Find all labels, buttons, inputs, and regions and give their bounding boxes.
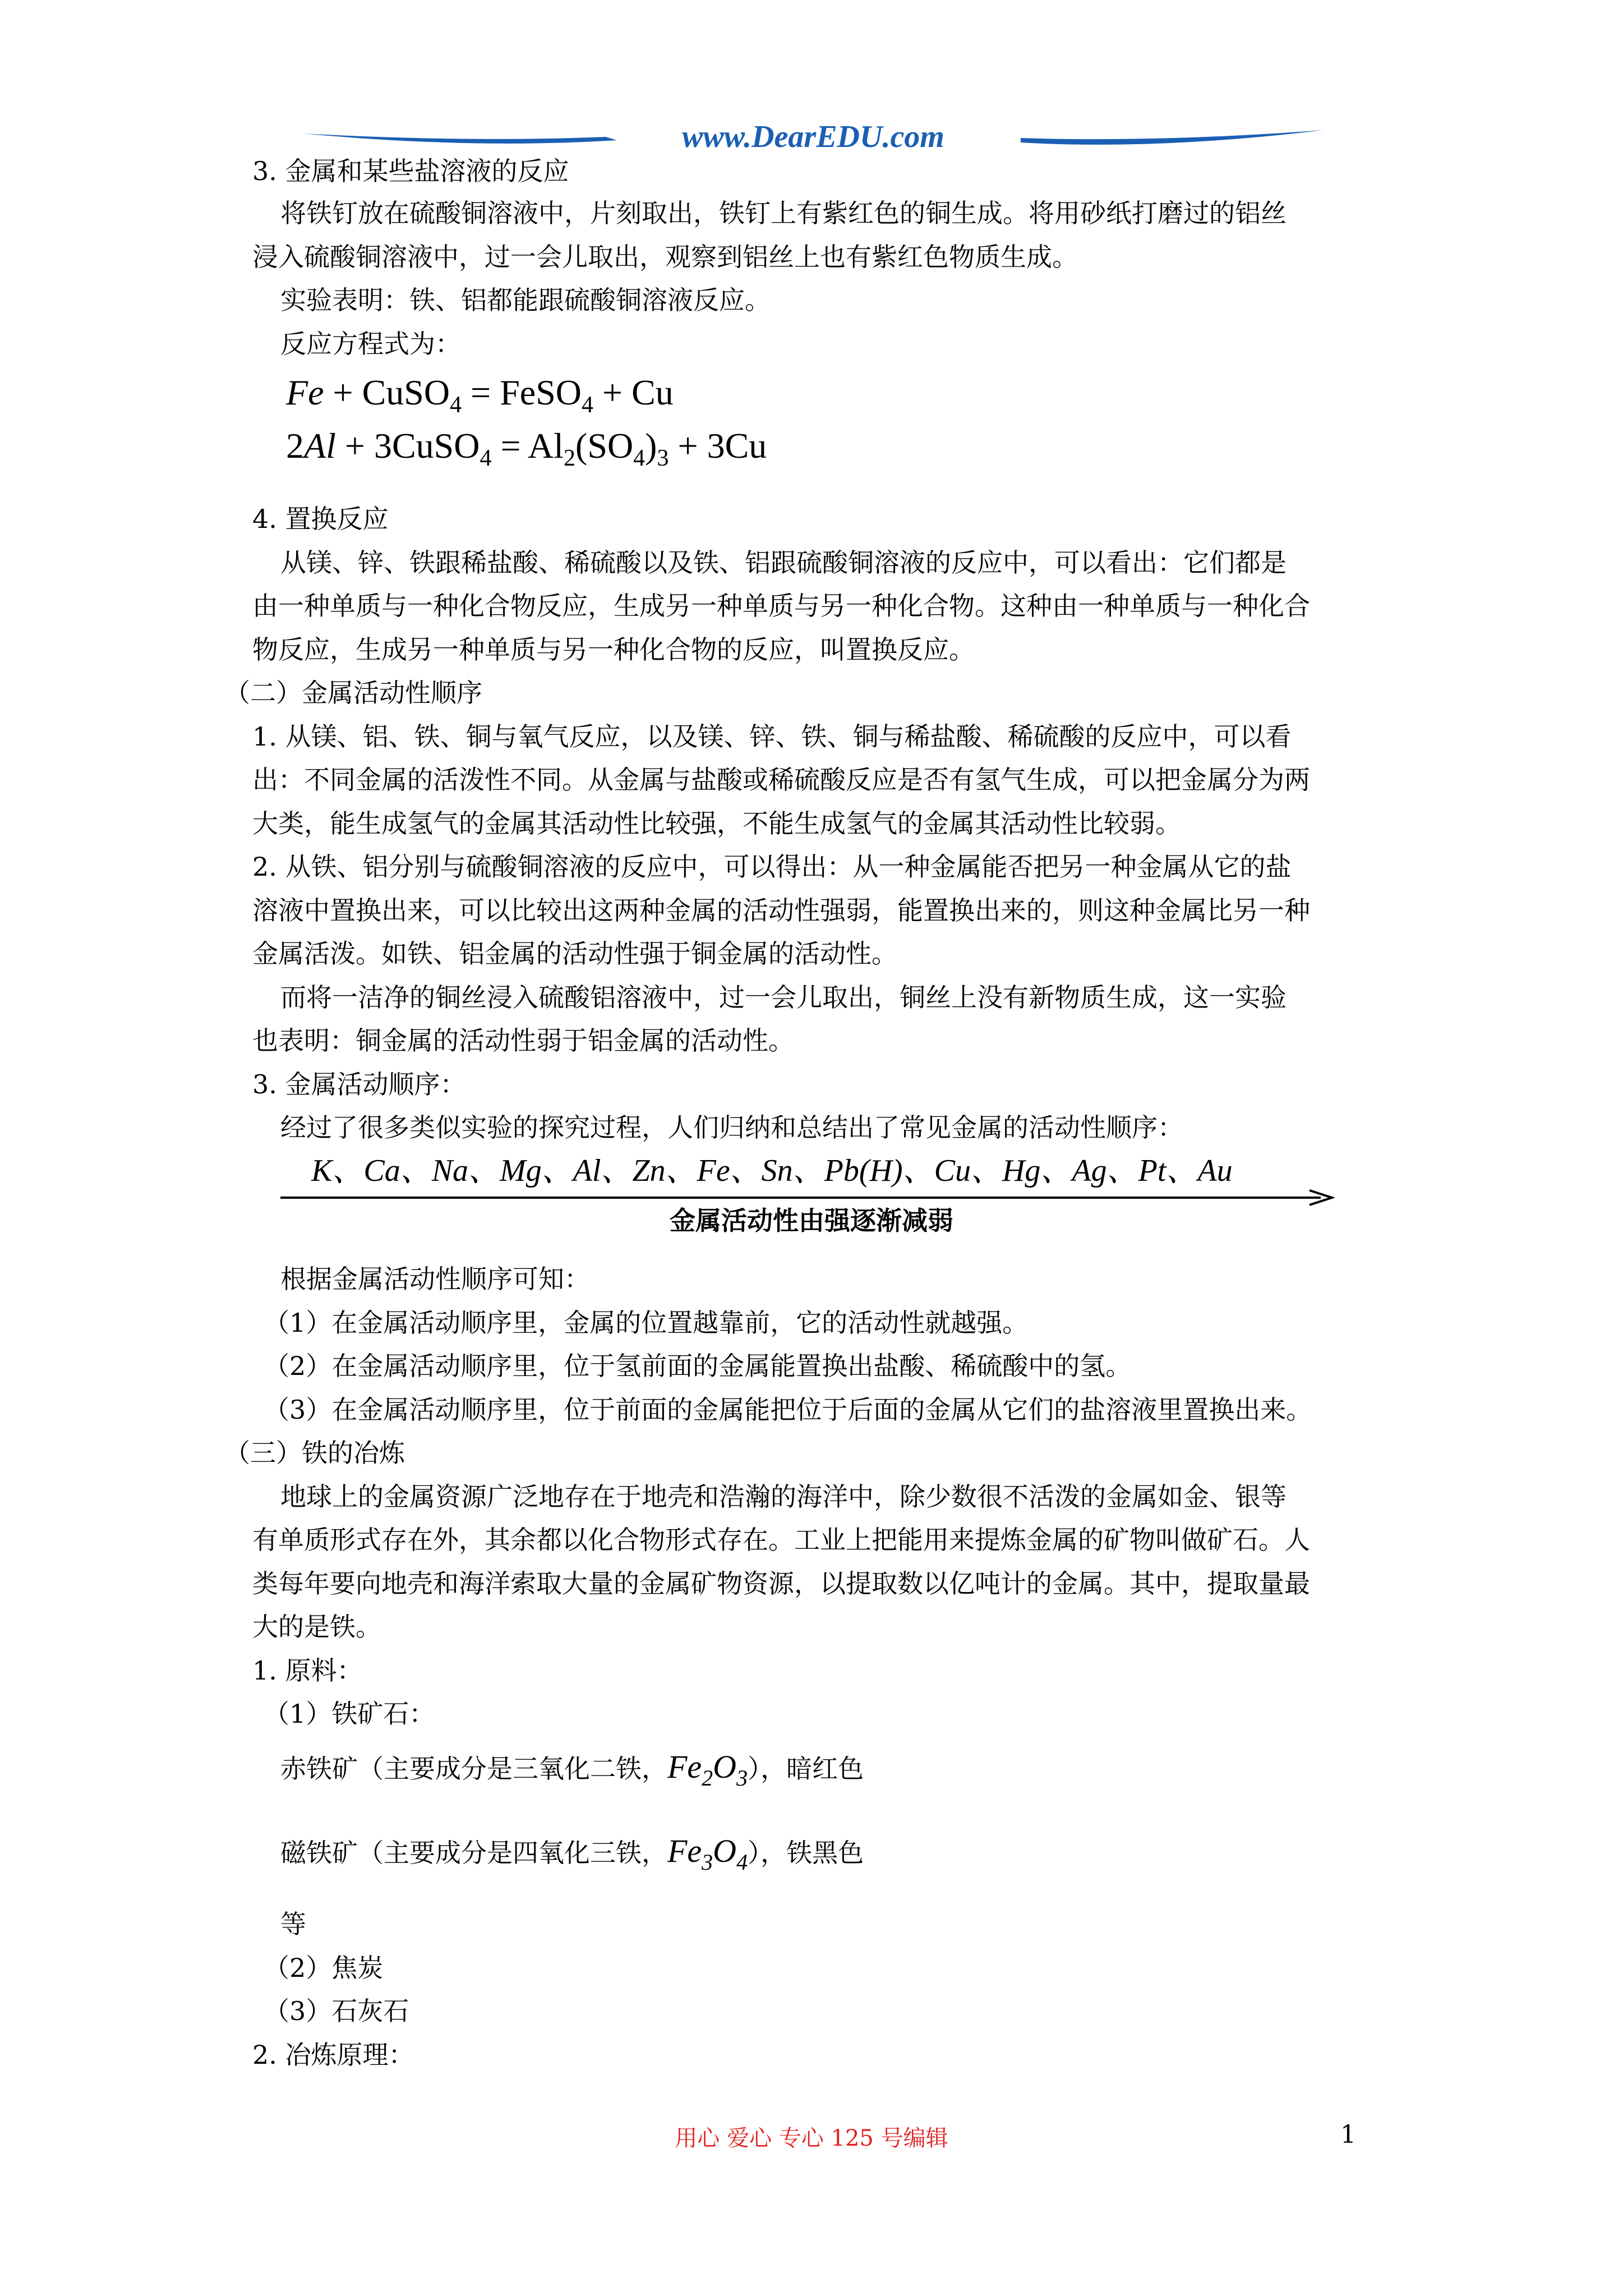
paragraph-line: 实验表明：铁、铝都能跟硫酸铜溶液反应。 (280, 285, 771, 315)
equation-2: 2Al + 3CuSO$_4$ = $Al_2(SO_4)_3 + 3Cu$ (286, 426, 767, 471)
paragraph-line: 溶液中置换出来，可以比较出这两种金属的活动性强弱，能置换出来的，则这种金属比另一种 (252, 895, 1310, 926)
equation-1: Fe + CuSO$_4$ = FeSO$_4$ + Cu (286, 372, 674, 418)
list-item: （1）在金属活动顺序里，金属的位置越靠前，它的活动性就越强。 (264, 1308, 1029, 1338)
logo-swoosh (303, 118, 1324, 157)
paragraph-line: 经过了很多类似实验的探究过程，人们归纳和总结出了常见金属的活动性顺序： (280, 1112, 1183, 1143)
paragraph-line: 从镁、锌、铁跟稀盐酸、稀硫酸以及铁、铝跟硫酸铜溶液的反应中，可以看出：它们都是 (280, 547, 1287, 578)
activity-series: K、Ca、Na、Mg、Al、Zn、Fe、Sn、Pb(H)、Cu、Hg、Ag、Pt、Au (311, 1153, 1233, 1188)
paragraph-line: 由一种单质与一种化合物反应，生成另一种单质与另一种化合物。这种由一种单质与一种化合 (252, 591, 1310, 621)
footer-text: 用心 爱心 专心 125 号编辑 (675, 2125, 948, 2151)
paragraph-line: 浸入硫酸铜溶液中，过一会儿取出，观察到铝丝上也有紫红色物质生成。 (252, 242, 1078, 272)
paragraph-line: 出：不同金属的活泼性不同。从金属与盐酸或稀硫酸反应是否有氢气生成，可以把金属分为两 (252, 765, 1310, 795)
paragraph-line: 地球上的金属资源广泛地存在于地壳和浩瀚的海洋中，除少数很不活泼的金属如金、银等 (280, 1481, 1287, 1512)
list-item: （1）铁矿石： (264, 1699, 435, 1729)
paragraph-line: 有单质形式存在外，其余都以化合物形式存在。工业上把能用来提炼金属的矿物叫做矿石。人 (252, 1525, 1310, 1555)
section-heading: （三）铁的冶炼 (224, 1438, 405, 1468)
ore-line-magnetite: 磁铁矿（主要成分是四氧化三铁，$Fe_3O_4$），铁黑色 (280, 1833, 864, 1875)
section-heading: 4. 置换反应 (252, 504, 389, 534)
activity-arrow (280, 1189, 1335, 1206)
paragraph-line: 大的是铁。 (252, 1612, 381, 1642)
page-number: 1 (1340, 2120, 1356, 2149)
paragraph-line: 根据金属活动性顺序可知： (280, 1264, 590, 1294)
list-item: （3）石灰石 (264, 1996, 409, 2026)
ore-line-hematite: 赤铁矿（主要成分是三氧化二铁，$Fe_2O_3$），暗红色 (280, 1749, 864, 1791)
list-item: （2）焦炭 (264, 1953, 384, 1983)
paragraph-line: 类每年要向地壳和海洋索取大量的金属矿物资源，以提取数以亿吨计的金属。其中，提取量最 (252, 1568, 1310, 1599)
activity-series-label: 金属活动性由强逐渐减弱 (670, 1205, 953, 1236)
section-heading: （二）金属活动性顺序 (224, 678, 482, 708)
list-item: （3）在金属活动顺序里，位于前面的金属能把位于后面的金属从它们的盐溶液里置换出来。 (264, 1395, 1312, 1425)
paragraph-line: 等 (280, 1909, 306, 1939)
logo-text: www.DearEDU.com (682, 119, 944, 154)
header-logo (303, 118, 1324, 157)
paragraph-line: 而将一洁净的铜丝浸入硫酸铝溶液中，过一会儿取出，铜丝上没有新物质生成，这一实验 (280, 982, 1287, 1013)
paragraph-line: 物反应，生成另一种单质与另一种化合物的反应，叫置换反应。 (252, 634, 975, 665)
paragraph-line: 1. 从镁、铝、铁、铜与氧气反应，以及镁、锌、铁、铜与稀盐酸、稀硫酸的反应中，可以看 (252, 721, 1292, 752)
section-heading: 3. 金属活动顺序： (252, 1069, 466, 1099)
section-heading: 3. 金属和某些盐溶液的反应 (252, 156, 569, 186)
section-heading: 1. 原料： (252, 1655, 363, 1686)
list-item: （2）在金属活动顺序里，位于氢前面的金属能置换出盐酸、稀硫酸中的氢。 (264, 1351, 1132, 1381)
paragraph-line: 2. 从铁、铝分别与硫酸铜溶液的反应中，可以得出：从一种金属能否把另一种金属从它的盐 (252, 852, 1292, 882)
paragraph-line: 金属活泼。如铁、铝金属的活动性强于铜金属的活动性。 (252, 938, 897, 969)
paragraph-line: 将铁钉放在硫酸铜溶液中，片刻取出，铁钉上有紫红色的铜生成。将用砂纸打磨过的铝丝 (280, 198, 1287, 228)
section-heading: 2. 冶炼原理： (252, 2040, 414, 2070)
paragraph-line: 也表明：铜金属的活动性弱于铝金属的活动性。 (252, 1025, 794, 1056)
paragraph-line: 大类，能生成氢气的金属其活动性比较强，不能生成氢气的金属其活动性比较弱。 (252, 808, 1181, 839)
paragraph-line: 反应方程式为： (280, 329, 461, 359)
